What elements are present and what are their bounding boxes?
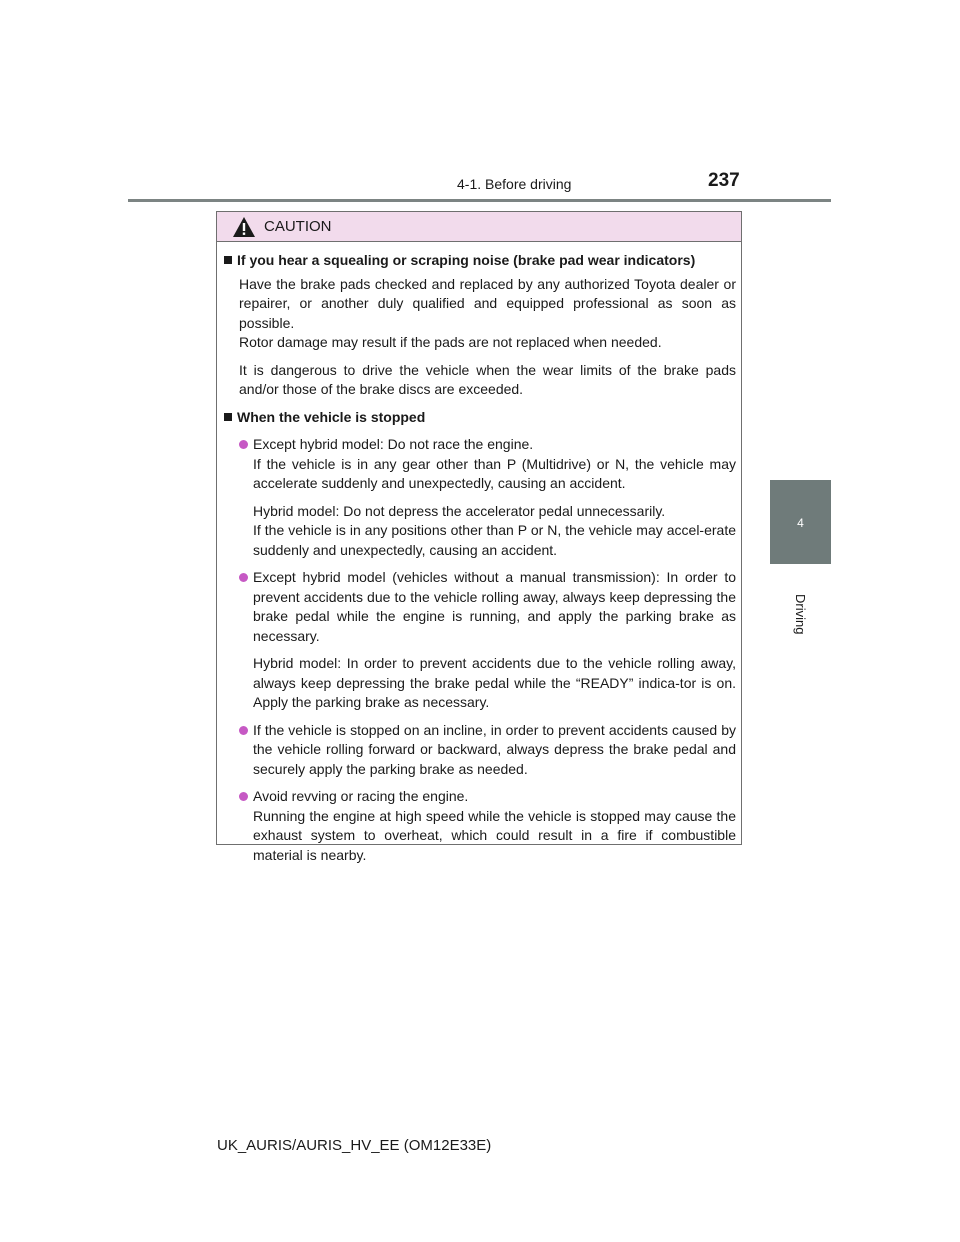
round-bullet-icon xyxy=(239,792,248,801)
chapter-label: Driving xyxy=(793,594,808,635)
round-bullet-icon xyxy=(239,440,248,449)
square-bullet-icon xyxy=(224,413,232,421)
footer-model-code: UK_AURIS/AURIS_HV_EE (OM12E33E) xyxy=(217,1137,492,1154)
square-bullet-icon xyxy=(224,256,232,264)
list-item-text: Avoid revving or racing the engine. xyxy=(253,788,469,804)
section-heading xyxy=(224,251,736,271)
paragraph: It is dangerous to drive the vehicle when the wear limits of the brake pads and/or those of the brake discs are exceeded. xyxy=(239,361,736,397)
paragraph-text: Rotor damage may result if the pads are not replaced when needed. xyxy=(239,334,662,350)
round-bullet-icon xyxy=(239,726,248,735)
list-item xyxy=(224,568,736,646)
caution-header xyxy=(217,212,741,242)
list-item xyxy=(224,787,736,865)
sub-paragraph-text: Hybrid model: Do not depress the accelerator pedal unnecessarily. xyxy=(253,502,666,519)
sub-paragraph xyxy=(224,502,736,561)
paragraph xyxy=(224,275,736,353)
section-heading-text: When the vehicle is stopped xyxy=(237,408,426,425)
list-item-text: Running the engine at high speed while the vehicle is stopped may cause the exhaust system to overheat, which could result in a fire if combustible material is nearby. xyxy=(253,807,736,863)
warning-triangle-icon xyxy=(232,216,256,238)
round-bullet-icon xyxy=(239,573,248,582)
section-heading xyxy=(224,408,736,428)
header-rule xyxy=(128,199,831,202)
sub-paragraph-text: If the vehicle is in any positions other than P or N, the vehicle may accel-erate suddenly and unexpectedly, causing an accident. xyxy=(253,522,736,558)
list-item-text: Except hybrid model (vehicles without a manual transmission): In order to prevent accidents due to the vehicle rolling away, always keep depressing the brake pedal while the engine is running, and apply the parking brake as necessary. xyxy=(253,569,736,644)
caution-title: CAUTION xyxy=(264,218,332,235)
caution-body xyxy=(217,242,741,865)
header-section-title: 4-1. Before driving xyxy=(457,176,572,192)
paragraph-text: Have the brake pads checked and replaced by any authorized Toyota dealer or repairer, or another duly qualified and equipped professional as soon as possible. xyxy=(239,275,736,331)
list-item-text: If the vehicle is in any gear other than P (Multidrive) or N, the vehicle may accelerate suddenly and unexpectedly, causing an accident. xyxy=(253,455,736,491)
sub-paragraph: Hybrid model: In order to prevent accidents due to the vehicle rolling away, always keep depressing the brake pedal while the “READY” indica-tor is on. Apply the parking brake as necessary. xyxy=(253,655,736,710)
list-item-text: If the vehicle is stopped on an incline, in order to prevent accidents caused by the vehicle rolling forward or backward, always depress the brake pedal and securely apply the parking brake as needed. xyxy=(253,721,736,777)
chapter-tab xyxy=(770,480,831,564)
list-item xyxy=(224,435,736,494)
caution-box xyxy=(216,211,742,863)
page-number: 237 xyxy=(708,170,740,191)
chapter-number: 4 xyxy=(797,516,804,530)
list-item xyxy=(224,721,736,780)
section-heading-text: If you hear a squealing or scraping noise (brake pad wear indicators) xyxy=(237,252,696,268)
list-item-text: Except hybrid model: Do not race the engine. xyxy=(253,436,534,452)
